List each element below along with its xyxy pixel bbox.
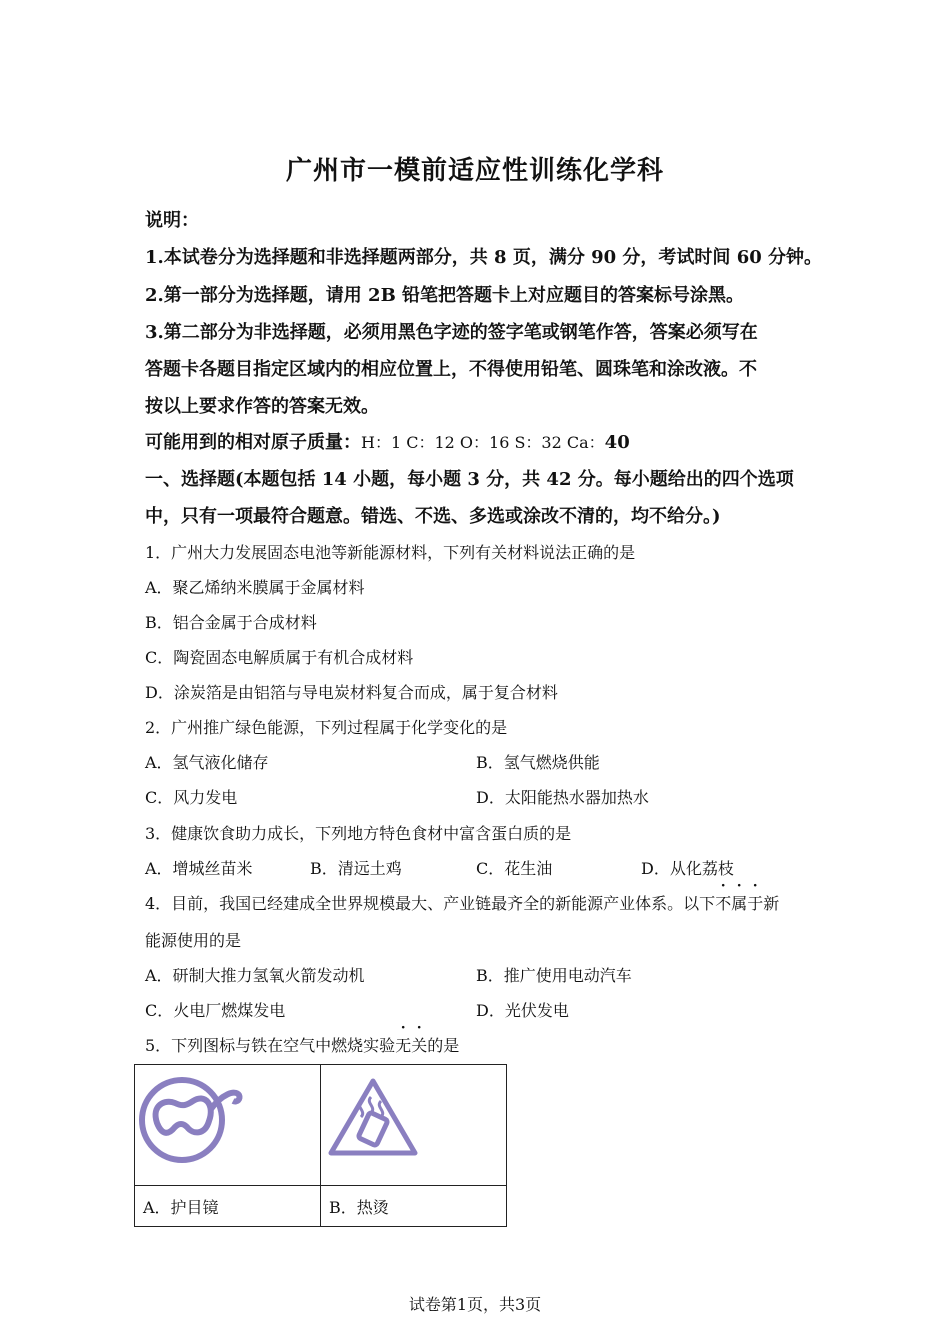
page-title: 广州市一模前适应性训练化学科 [285, 156, 664, 186]
q4-stem-line-2: 能源使用的是 [145, 931, 242, 950]
q4-option-c: C．火电厂燃煤发电 [145, 1001, 286, 1020]
q5-label-b: B．热烫 [321, 1186, 507, 1227]
q4-stem-before: 4．目前，我国已经建成全世界规模最大、产业链最齐全的新能源产业体系。以下 [145, 894, 716, 913]
q4-emphasis-2: 属 [731, 894, 748, 913]
q5-emphasis-1: 无 [395, 1036, 412, 1055]
q3-option-d: D．从化荔枝 [641, 859, 734, 878]
q3-option-c: C．花生油 [476, 859, 553, 878]
q2-option-d: D．太阳能热水器加热水 [476, 788, 649, 807]
q4-emphasis-1: 不 [715, 894, 732, 913]
goggles-icon [135, 1065, 312, 1181]
q1-option-b: B．铝合金属于合成材料 [145, 613, 317, 632]
instruction-line-3: 3.第二部分为非选择题，必须用黑色字迹的签字笔或钢笔作答，答案必须写在 [145, 322, 758, 343]
instructions-heading: 说明： [145, 210, 199, 231]
instruction-line-2: 2.第一部分为选择题，请用 2B 铅笔把答题卡上对应题目的答案标号涂黑。 [145, 285, 745, 306]
q3-stem: 3．健康饮食助力成长，下列地方特色食材中富含蛋白质的是 [145, 824, 572, 843]
q4-option-a: A．研制大推力氢氧火箭发动机 [145, 966, 365, 985]
q4-stem-after: 新 [763, 894, 780, 913]
instruction-line-1: 1.本试卷分为选择题和非选择题两部分，共 8 页，满分 90 分，考试时间 60 分钟。 [145, 247, 823, 268]
q2-option-a: A．氢气液化储存 [145, 753, 269, 772]
q2-option-c: C．风力发电 [145, 788, 238, 807]
atomic-mass-label: 可能用到的相对原子质量： [145, 432, 361, 453]
q2-option-b: B．氢气燃烧供能 [476, 753, 600, 772]
section-heading-line-2: 中，只有一项最符合题意。错选、不选、多选或涂改不清的，均不给分。) [145, 506, 721, 527]
instruction-line-4: 答题卡各题目指定区域内的相应位置上，不得使用铅笔、圆珠笔和涂改液。不 [145, 359, 757, 380]
atomic-mass-line [145, 428, 630, 454]
q5-icon-cell-a [135, 1065, 321, 1186]
q4-option-d: D．光伏发电 [476, 1001, 569, 1020]
q1-option-a: A．聚乙烯纳米膜属于金属材料 [145, 578, 365, 597]
q4-stem [145, 891, 779, 914]
q4-emphasis-3: 于 [747, 894, 764, 913]
q3-option-b: B．清远土鸡 [310, 859, 402, 878]
q5-emphasis-2: 关 [411, 1036, 428, 1055]
atomic-mass-values: H：1 C：12 O：16 S：32 Ca： [361, 433, 605, 452]
q5-stem-before: 5．下列图标与铁在空气中燃烧实验 [145, 1036, 396, 1055]
q2-stem: 2．广州推广绿色能源，下列过程属于化学变化的是 [145, 718, 508, 737]
atomic-mass-last: 40 [604, 432, 630, 453]
q5-icon-table [134, 1064, 507, 1227]
q1-option-d: D．涂炭箔是由铝箔与导电炭材料复合而成，属于复合材料 [145, 683, 558, 702]
hot-surface-icon [321, 1065, 498, 1181]
q5-label-a: A．护目镜 [135, 1186, 321, 1227]
q5-stem [145, 1033, 459, 1056]
q1-option-c: C．陶瓷固态电解质属于有机合成材料 [145, 648, 414, 667]
q5-stem-after: 的是 [427, 1036, 460, 1055]
section-heading-line-1: 一、选择题(本题包括 14 小题，每小题 3 分，共 42 分。每小题给出的四个选项 [145, 469, 794, 490]
q5-icon-cell-b [321, 1065, 507, 1186]
instruction-line-5: 按以上要求作答的答案无效。 [145, 396, 379, 417]
page-footer: 试卷第1页，共3页 [408, 1295, 542, 1314]
q1-stem: 1．广州大力发展固态电池等新能源材料，下列有关材料说法正确的是 [145, 543, 636, 562]
q4-option-b: B．推广使用电动汽车 [476, 966, 632, 985]
q3-option-a: A．增城丝苗米 [145, 859, 253, 878]
